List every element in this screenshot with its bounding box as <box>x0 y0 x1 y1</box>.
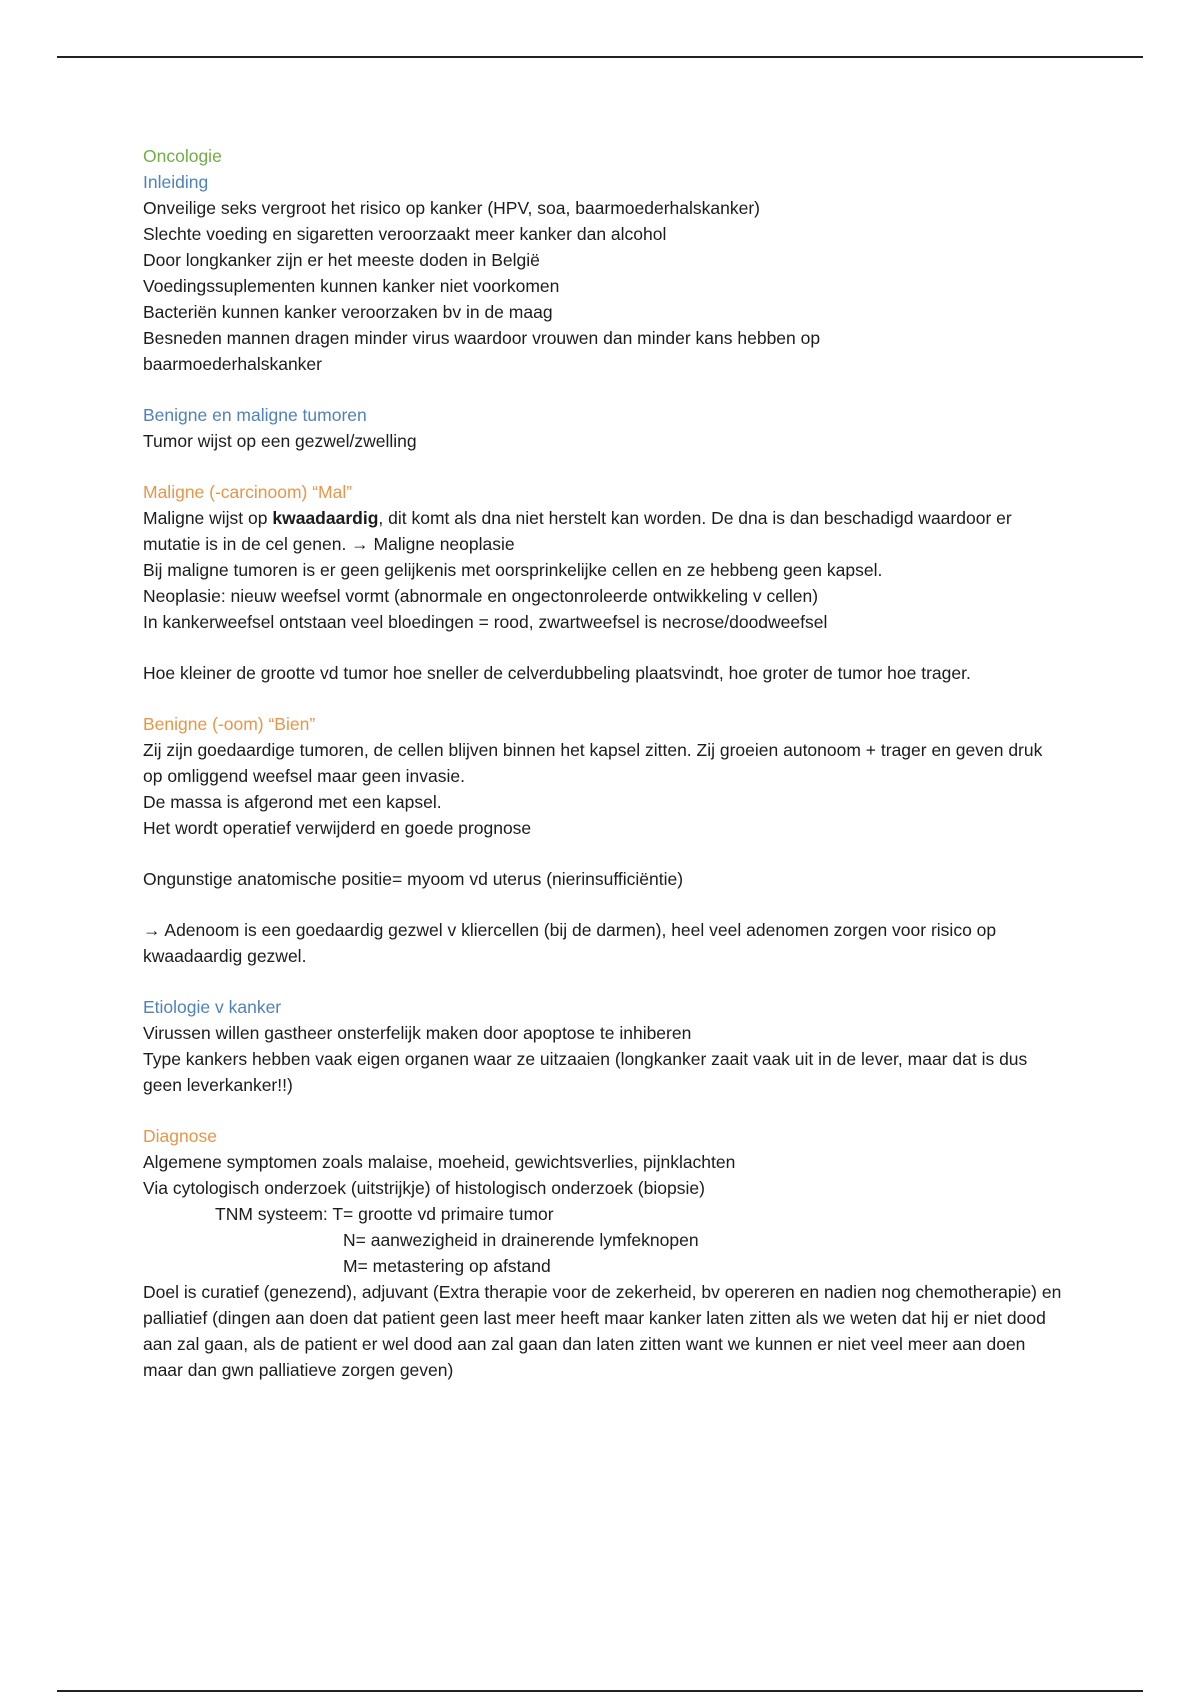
paragraph: Door longkanker zijn er het meeste doden in België <box>143 250 540 270</box>
bold-term: kwaadaardig <box>272 508 379 528</box>
header-rule <box>57 56 1143 58</box>
text: , dit komt als dna niet herstelt kan worden. De dna is dan beschadigd waardoor er mutatie is in de cel genen. → Maligne neoplasie <box>143 508 1012 554</box>
tnm-line: N= aanwezigheid in drainerende lymfeknopen <box>343 1230 699 1250</box>
paragraph: De massa is afgerond met een kapsel. <box>143 792 442 812</box>
text: Maligne wijst op <box>143 508 273 528</box>
paragraph: Zij zijn goedaardige tumoren, de cellen blijven binnen het kapsel zitten. Zij groeien autonoom + trager en geven druk op omliggend weefsel maar geen invasie. <box>143 740 1043 786</box>
document-body <box>143 143 1063 1383</box>
paragraph: Type kankers hebben vaak eigen organen waar ze uitzaaien (longkanker zaait vaak uit in de lever, maar dat is dus geen leverkanker!!) <box>143 1049 1028 1095</box>
paragraph: Doel is curatief (genezend), adjuvant (Extra therapie voor de zekerheid, bv opereren en nadien nog chemotherapie) en palliatief (dingen aan doen dat patient geen last meer heeft maar kanker laten zitten als we weten dat hij er niet dood aan zal gaan, als de patient er wel dood aan zal gaan dan laten zitten want we kunnen er niet veel meer aan doen maar dan gwn palliatieve zorgen geven) <box>143 1282 1062 1380</box>
paragraph: Bij maligne tumoren is er geen gelijkenis met oorsprinkelijke cellen en ze hebbeng geen kapsel. <box>143 560 883 580</box>
paragraph: Tumor wijst op een gezwel/zwelling <box>143 431 417 451</box>
paragraph: → Adenoom is een goedaardig gezwel v kliercellen (bij de darmen), heel veel adenomen zorgen voor risico op kwaadaardig gezwel. <box>143 920 997 966</box>
footer-rule <box>57 1690 1143 1692</box>
paragraph: Via cytologisch onderzoek (uitstrijkje) of histologisch onderzoek (biopsie) <box>143 1178 705 1198</box>
paragraph: Ongunstige anatomische positie= myoom vd uterus (nierinsufficiëntie) <box>143 869 684 889</box>
heading-benigne: Benigne (-oom) “Bien” <box>143 714 316 734</box>
tnm-line: M= metastering op afstand <box>343 1256 551 1276</box>
heading-inleiding: Inleiding <box>143 172 209 192</box>
heading-etiologie: Etiologie v kanker <box>143 997 282 1017</box>
paragraph: Onveilige seks vergroot het risico op kanker (HPV, soa, baarmoederhalskanker) <box>143 198 761 218</box>
paragraph: Het wordt operatief verwijderd en goede prognose <box>143 818 532 838</box>
paragraph: Algemene symptomen zoals malaise, moeheid, gewichtsverlies, pijnklachten <box>143 1152 736 1172</box>
tnm-line: TNM systeem: T= grootte vd primaire tumor <box>215 1204 554 1224</box>
paragraph <box>143 505 1063 557</box>
paragraph: Hoe kleiner de grootte vd tumor hoe sneller de celverdubbeling plaatsvindt, hoe groter de tumor hoe trager. <box>143 663 971 683</box>
heading-maligne: Maligne (-carcinoom) “Mal” <box>143 482 353 502</box>
paragraph: Bacteriën kunnen kanker veroorzaken bv in de maag <box>143 302 553 322</box>
paragraph: In kankerweefsel ontstaan veel bloedingen = rood, zwartweefsel is necrose/doodweefsel <box>143 612 828 632</box>
paragraph: Slechte voeding en sigaretten veroorzaakt meer kanker dan alcohol <box>143 224 667 244</box>
heading-diagnose: Diagnose <box>143 1126 217 1146</box>
document-title: Oncologie <box>143 146 222 166</box>
heading-benigne-maligne: Benigne en maligne tumoren <box>143 405 367 425</box>
paragraph: Besneden mannen dragen minder virus waardoor vrouwen dan minder kans hebben op baarmoederhalskanker <box>143 328 821 374</box>
paragraph: Neoplasie: nieuw weefsel vormt (abnormale en ongectonroleerde ontwikkeling v cellen) <box>143 586 819 606</box>
paragraph: Virussen willen gastheer onsterfelijk maken door apoptose te inhiberen <box>143 1023 692 1043</box>
paragraph: Voedingssuplementen kunnen kanker niet voorkomen <box>143 276 560 296</box>
